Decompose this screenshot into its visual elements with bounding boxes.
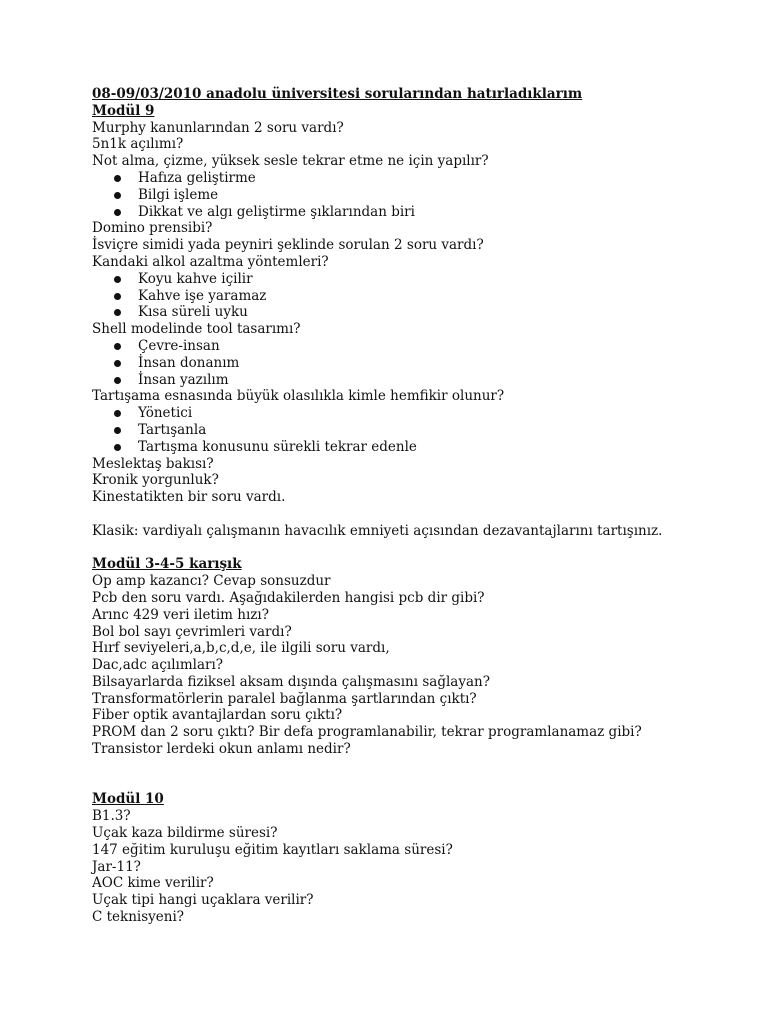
bullet-text: Dikkat ve algı geliştirme şıklarından biri [138, 203, 415, 220]
question-line: Uçak tipi hangi uçaklara verilir? [92, 892, 314, 909]
question-line: PROM dan 2 soru çıktı? Bir defa programlanabilir, tekrar programlanamaz gibi? [92, 724, 642, 741]
bullet-item [92, 372, 732, 389]
bullet-icon [114, 209, 121, 216]
blank-line [92, 506, 732, 523]
question-line: B1.3? [92, 808, 131, 825]
bullet-icon [114, 276, 121, 283]
bullet-text: Yönetici [138, 405, 193, 422]
bullet-item [92, 204, 732, 221]
bullet-text: Bilgi işleme [138, 186, 219, 203]
bullet-text: Tartışma konusunu sürekli tekrar edenle [138, 438, 417, 455]
klasik-question: Klasik: vardiyalı çalışmanın havacılık emniyeti açısından dezavantajlarını tartışınız. [92, 522, 663, 539]
bullet-icon [114, 410, 121, 417]
bullet-text: Çevre-insan [138, 337, 220, 354]
question-line: Uçak kaza bildirme süresi? [92, 825, 278, 842]
section-heading-modul-9: Modül 9 [92, 102, 155, 119]
question-line: İsviçre simidi yada peyniri şeklinde sorulan 2 soru vardı? [92, 237, 484, 254]
blank-line [92, 775, 732, 792]
question-line: Hırf seviyeleri,a,b,c,d,e, ile ilgili soru vardı, [92, 640, 390, 657]
bullet-icon [114, 427, 121, 434]
question-line: Dac,adc açılımları? [92, 657, 224, 674]
bullet-text: Kısa süreli uyku [138, 304, 248, 321]
bullet-item [92, 271, 732, 288]
question-line: AOC kime verilir? [92, 875, 214, 892]
document-title: 08-09/03/2010 anadolu üniversitesi sorularından hatırladıklarım [92, 86, 583, 102]
bullet-item [92, 187, 732, 204]
bullet-item [92, 304, 732, 321]
document-page [92, 86, 732, 926]
question-line: Bilsayarlarda fiziksel aksam dışında çalışmasını sağlayan? [92, 673, 490, 690]
bullet-text: Tartışanla [138, 421, 207, 438]
question-line: Bol bol sayı çevrimleri vardı? [92, 623, 292, 640]
bullet-item [92, 355, 732, 372]
bullet-item [92, 439, 732, 456]
bullet-icon [114, 309, 121, 316]
bullet-item [92, 405, 732, 422]
question-line: Kinestatikten bir soru vardı. [92, 489, 286, 506]
question-line: Arınc 429 veri iletim hızı? [92, 606, 269, 623]
section-heading-modul-10: Modül 10 [92, 791, 164, 808]
bullet-text: Hafıza geliştirme [138, 169, 256, 186]
section-heading-modul-3-4-5: Modül 3-4-5 karışık [92, 556, 242, 573]
question-line: Shell modelinde tool tasarımı? [92, 321, 301, 338]
bullet-icon [114, 175, 121, 182]
bullet-text: Koyu kahve içilir [138, 270, 253, 287]
question-line: Transformatörlerin paralel bağlanma şartlarından çıktı? [92, 690, 477, 707]
question-line: Transistor lerdeki okun anlamı nedir? [92, 741, 351, 758]
bullet-text: İnsan donanım [138, 354, 240, 371]
question-line: Op amp kazancı? Cevap sonsuzdur [92, 573, 331, 590]
bullet-icon [114, 343, 121, 350]
question-line: Tartışama esnasında büyük olasılıkla kimle hemfikir olunur? [92, 388, 505, 405]
question-line: Kandaki alkol azaltma yöntemleri? [92, 253, 329, 270]
bullet-icon [114, 192, 121, 199]
question-line: Murphy kanunlarından 2 soru vardı? [92, 119, 344, 136]
bullet-icon [114, 293, 121, 300]
question-line: C teknisyeni? [92, 909, 185, 926]
bullet-icon [114, 360, 121, 367]
question-line: Fiber optik avantajlardan soru çıktı? [92, 707, 343, 724]
question-line: Pcb den soru vardı. Aşağıdakilerden hangisi pcb dir gibi? [92, 589, 485, 606]
blank-line [92, 758, 732, 775]
bullet-icon [114, 377, 121, 384]
bullet-text: Kahve işe yaramaz [138, 287, 267, 304]
bullet-item [92, 170, 732, 187]
blank-line [92, 540, 732, 557]
question-line: 5n1k açılımı? [92, 136, 184, 153]
question-line: Domino prensibi? [92, 220, 213, 237]
bullet-item [92, 338, 732, 355]
question-line: Not alma, çizme, yüksek sesle tekrar etme ne için yapılır? [92, 153, 489, 170]
bullet-icon [114, 444, 121, 451]
bullet-item [92, 288, 732, 305]
question-line: Jar-11? [92, 858, 141, 875]
question-line: 147 eğitim kuruluşu eğitim kayıtları saklama süresi? [92, 841, 453, 858]
question-line: Kronik yorgunluk? [92, 472, 219, 489]
bullet-text: İnsan yazılım [138, 371, 229, 388]
bullet-item [92, 422, 732, 439]
question-line: Meslektaş bakısı? [92, 455, 214, 472]
